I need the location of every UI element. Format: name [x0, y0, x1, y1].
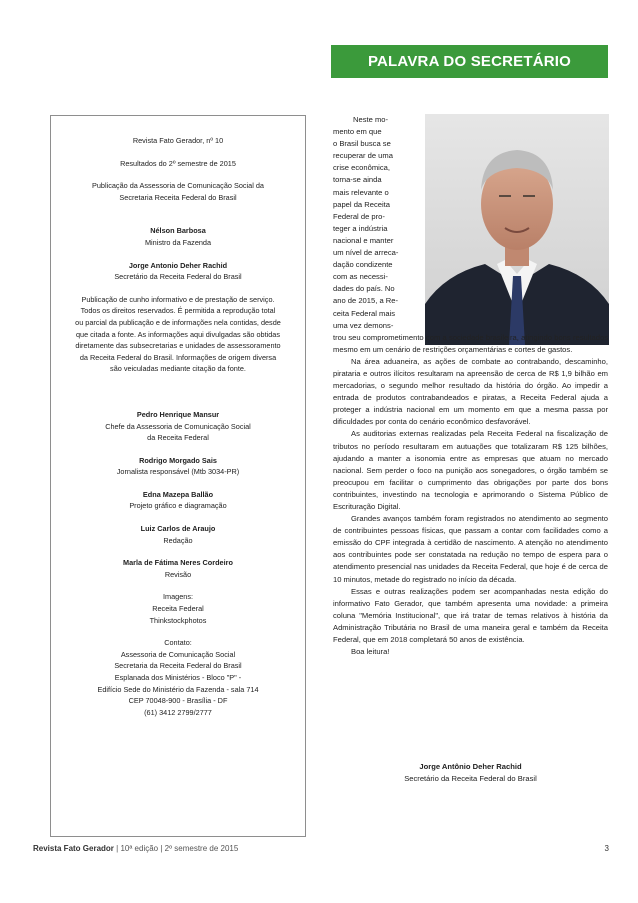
- article-line: com as necessi-: [333, 272, 388, 282]
- article-line: mais relevante o: [333, 187, 389, 197]
- notice-line: ou parcial da publicação e de informações nela contidas, desde: [75, 317, 281, 327]
- publisher-line: Publicação da Assessoria de Comunicação Social da: [92, 181, 264, 191]
- editorial-text: [333, 114, 608, 658]
- article-line: dades do país. No: [333, 284, 395, 294]
- signature-name: Jorge Antônio Deher Rachid: [419, 762, 522, 771]
- notice-line: diretamente das subsecretarias e unidades de assessoramento: [75, 341, 281, 351]
- article-line: teger a indústria: [333, 223, 388, 233]
- notice-line: da Receita Federal do Brasil. Informações de origem diversa: [79, 352, 277, 362]
- footer-semester: 2º semestre de 2015: [164, 844, 239, 853]
- luiz-role: Redação: [163, 535, 193, 545]
- signature-role: Secretário da Receita Federal do Brasil: [404, 774, 537, 784]
- secretary-name: Jorge Antonio Deher Rachid: [128, 260, 228, 270]
- images-label: Imagens:: [162, 592, 193, 602]
- minister-name: Nélson Barbosa: [150, 226, 206, 236]
- secretary-role: Secretário da Receita Federal do Brasil: [114, 272, 242, 282]
- article-line: dação condizente: [333, 260, 393, 270]
- footer-separator: |: [160, 844, 163, 853]
- article-line: um nível de arreca-: [333, 248, 399, 258]
- pedro-role: Chefe da Assessoria de Comunicação Social: [105, 421, 251, 431]
- section-title: PALAVRA DO SECRETÁRIO: [367, 53, 572, 70]
- article-line: recuperar de uma: [333, 151, 393, 161]
- publisher-line: Secretaria Receita Federal do Brasil: [119, 192, 237, 202]
- article-line: ceita Federal mais: [333, 308, 396, 318]
- notice-line: Publicação de cunho informativo e de prestação de serviço.: [81, 294, 275, 304]
- contact-label: Contato:: [164, 638, 192, 648]
- article-paragraph: Grandes avanços também foram registrados no atendimento ao segmento de contribuintes pessoas físicas, que passam a contar com facilidades como a emissão do CPF integrada à certidão de nascimento. A atenção no atendimento aos contribuintes pode ser constatada na redução no tempo de espera para o atendimento presencial nas unidades da Receita Federal, que hoje é de cerca de 10 minutos, metade do registrado no início da década.: [333, 514, 608, 584]
- luiz-name: Luiz Carlos de Araujo: [140, 524, 216, 534]
- contact-line: CEP 70048-900 - Brasília - DF: [128, 696, 228, 706]
- contact-line: Esplanada dos Ministérios - Bloco "P" -: [114, 673, 242, 682]
- footer-magazine: Revista Fato Gerador: [33, 844, 114, 853]
- page-footer: [33, 844, 609, 853]
- contact-line: (61) 3412 2799/2777: [144, 707, 212, 717]
- footer-separator: |: [116, 844, 119, 853]
- article-paragraph: Na área aduaneira, as ações de combate ao contrabando, descaminho, pirataria e outros ilícitos resultaram na apreensão de cerca de R$ 1,9 bilhão em mercadorias, o segundo melhor resultado da história do órgão. Ao impedir a entrada de produtos contrabandeados e piratas, a Receita Federal ajuda a proteger a indústria nacional em um momento em que a mesma passa por dificuldades por conta do cenário econômico desfavorável.: [333, 356, 608, 427]
- article-closing: Boa leitura!: [351, 647, 390, 657]
- article-line: ano de 2015, a Re-: [333, 296, 399, 306]
- rodrigo-role: Jornalista responsável (Mtb 3034-PR): [116, 467, 240, 477]
- pedro-role: da Receita Federal: [147, 433, 209, 443]
- article-line: mento em que: [333, 127, 382, 137]
- marla-role: Revisão: [164, 569, 192, 579]
- article-line: nacional e manter: [333, 235, 394, 245]
- images-line: Receita Federal: [152, 604, 204, 614]
- contact-line: Edifício Sede do Ministério da Fazenda - sala 714: [97, 684, 259, 694]
- article-line: Federal de pro-: [333, 211, 385, 221]
- article-paragraph: As auditorias externas realizadas pela Receita Federal na fiscalização de tributos no período resultaram em autuações que totalizaram R$ 125 bilhões, ajudando a manter a isonomia entre as empresas que atuam no mercado nacional. Sem perder o foco na punição aos sonegadores, o órgão também se preocupou em facilitar o cumprimento das obrigações por parte dos bons contribuintes, investindo na tecnologia e aprimorando o Sistema Público de Escrituração Digital.: [333, 429, 608, 511]
- article-line: torna-se ainda: [333, 175, 382, 185]
- notice-line: são veiculadas mediante citação da fonte.: [110, 364, 246, 374]
- pedro-name: Pedro Henrique Mansur: [136, 409, 220, 419]
- article-line: crise econômica,: [333, 163, 390, 173]
- edna-name: Edna Mazepa Ballão: [142, 489, 214, 499]
- page-number: 3: [604, 844, 609, 853]
- issue-line: Revista Fato Gerador, nº 10: [132, 136, 224, 145]
- signature-block: [333, 761, 608, 785]
- article-line: Neste mo-: [353, 115, 389, 124]
- marla-name: Marla de Fátima Neres Cordeiro: [123, 558, 233, 568]
- article-line: papel da Receita: [333, 199, 390, 209]
- article-line: uma vez demons-: [333, 320, 394, 330]
- period-line: Resultados do 2º semestre de 2015: [120, 158, 236, 168]
- notice-line: que citada a fonte. As informações aqui divulgadas são obtidas: [75, 329, 281, 339]
- section-banner: [331, 45, 608, 78]
- footer-edition: 10ª edição: [120, 844, 159, 853]
- article-line: o Brasil busca se: [333, 139, 391, 149]
- contact-line: Secretaria da Receita Federal do Brasil: [114, 661, 242, 671]
- minister-role: Ministro da Fazenda: [144, 237, 212, 247]
- article-paragraph: Essas e outras realizações podem ser acompanhadas nesta edição do informativo Fato Gerador, que também apresenta uma novidade: a primeira coluna "Memória Institucional", que irá tratar de temas relativos à história da Administração Tributária no Brasil de uma maneira geral e também da Receita Federal, que em 2018 completará 50 anos de existência.: [333, 586, 608, 645]
- notice-line: Todos os direitos reservados. É permitida a reprodução total: [80, 306, 276, 316]
- article-paragraph: trou seu comprometimento com a sociedade brasileira, atingindo bons resultados mesmo em um cenário de restrições orçamentárias e cortes de gastos.: [333, 332, 608, 354]
- rodrigo-name: Rodrigo Morgado Sais: [139, 455, 217, 465]
- credits-box: [50, 115, 306, 837]
- contact-line: Assessoria de Comunicação Social: [120, 649, 236, 659]
- edna-role: Projeto gráfico e diagramação: [129, 501, 227, 511]
- images-line: Thinkstockphotos: [149, 615, 207, 625]
